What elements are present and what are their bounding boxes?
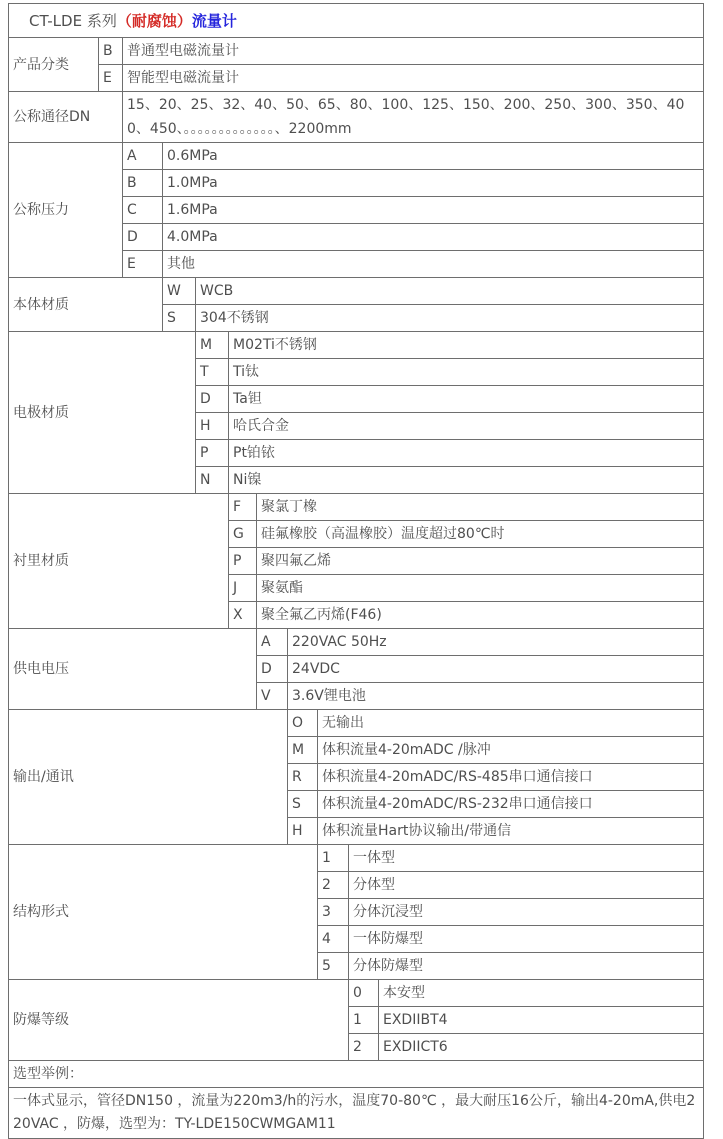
example-caption-row [9,1061,704,1088]
option-code: A [123,143,163,170]
example-text: 一体式显示，管径DN150 ，流量为220m3/h的污水，温度70-80℃ ，最大耐压16公斤，输出4-20mA,供电220VAC ，防爆，选型为：TY-LDE150CWMGAM11 [13,1093,696,1132]
option-row [318,872,704,899]
option-desc: 聚四氟乙烯 [257,548,704,575]
section-options [123,143,704,278]
option-code: H [288,818,318,845]
option-row [163,305,704,332]
option-desc: 一体防爆型 [349,926,704,953]
option-desc: 分体防爆型 [349,953,704,980]
option-code: B [99,38,123,65]
section-row [9,278,704,332]
option-desc: Ta钽 [229,386,704,413]
option-row [288,818,704,845]
title-highlight-red: （耐腐蚀） [116,11,192,30]
option-row [99,38,704,65]
option-code: 2 [318,872,349,899]
option-row [123,224,704,251]
option-row [123,143,704,170]
option-row [229,548,704,575]
option-desc: 聚全氟乙丙烯(F46) [257,602,704,629]
section-row [9,143,704,278]
option-row [257,629,704,656]
option-code: P [196,440,229,467]
section-options [288,710,704,845]
option-code: W [163,278,196,305]
option-row [349,980,704,1007]
option-row [229,602,704,629]
section-label: 公称压力 [9,143,123,278]
option-desc: Pt铂铱 [229,440,704,467]
option-row [288,764,704,791]
option-row [257,656,704,683]
section-row [9,38,704,92]
option-code: D [123,224,163,251]
section-row [9,710,704,845]
section-options [318,845,704,980]
option-code: V [257,683,288,710]
option-row [318,899,704,926]
option-code: A [257,629,288,656]
section-options [99,38,704,92]
option-desc: 分体沉浸型 [349,899,704,926]
option-code: T [196,359,229,386]
option-desc: 分体型 [349,872,704,899]
section-row [9,332,704,494]
option-code: B [123,170,163,197]
option-code: S [163,305,196,332]
option-desc: WCB [196,278,704,305]
option-code: M [288,737,318,764]
section-label: 防爆等级 [9,980,349,1061]
option-code: J [229,575,257,602]
option-desc: 体积流量4-20mADC/RS-485串口通信接口 [318,764,704,791]
section-options [163,278,704,332]
option-desc: 220VAC 50Hz [288,629,704,656]
option-desc: 哈氏合金 [229,413,704,440]
option-row [318,926,704,953]
section-label: 供电电压 [9,629,257,710]
section-row [9,980,704,1061]
example-text-row [9,1088,704,1139]
option-desc: 一体型 [349,845,704,872]
section-options [257,629,704,710]
option-row [196,386,704,413]
option-desc: 其他 [163,251,704,278]
option-row [349,1007,704,1034]
option-desc: Ti钛 [229,359,704,386]
option-row [318,953,704,980]
option-row [196,359,704,386]
section-options [229,494,704,629]
option-desc: 本安型 [379,980,704,1007]
option-desc: 硅氟橡胶（高温橡胶）温度超过80℃时 [257,521,704,548]
section-label: 本体材质 [9,278,163,332]
option-code: 1 [349,1007,379,1034]
option-code: 4 [318,926,349,953]
option-row [123,197,704,224]
option-code: N [196,467,229,494]
section-label: 公称通径DN [9,92,123,143]
option-row [196,413,704,440]
option-code: F [229,494,257,521]
section-label: 衬里材质 [9,494,229,629]
option-code: R [288,764,318,791]
option-row [318,845,704,872]
section-label: 产品分类 [9,38,99,92]
option-desc: 无输出 [318,710,704,737]
option-row [288,791,704,818]
option-row [196,440,704,467]
option-code: X [229,602,257,629]
option-desc: 普通型电磁流量计 [123,38,704,65]
option-desc: 15、20、25、32、40、50、65、80、100、125、150、200、250、300、350、400、450、。。。。。。。。。。。。。、2200mm [123,92,704,143]
option-desc: 体积流量Hart协议输出/带通信 [318,818,704,845]
option-row [229,575,704,602]
option-row [99,65,704,92]
option-row [163,278,704,305]
option-desc: M02Ti不锈钢 [229,332,704,359]
option-row [257,683,704,710]
section-options [349,980,704,1061]
table-title-row [9,4,704,38]
option-desc: 聚氨酯 [257,575,704,602]
section-options [196,332,704,494]
option-row [123,170,704,197]
option-code: G [229,521,257,548]
option-row [288,737,704,764]
option-desc: 24VDC [288,656,704,683]
option-row [196,467,704,494]
option-desc: 4.0MPa [163,224,704,251]
option-desc: 体积流量4-20mADC /脉冲 [318,737,704,764]
section-row [9,494,704,629]
option-code: P [229,548,257,575]
option-code: 1 [318,845,349,872]
option-row [288,710,704,737]
option-code: 3 [318,899,349,926]
option-code: M [196,332,229,359]
model-selection-table [8,3,704,1139]
example-caption: 选型举例： [13,1066,83,1082]
option-desc: 1.6MPa [163,197,704,224]
section-row [9,845,704,980]
title-highlight-blue: 流量计 [191,11,237,30]
option-code: 5 [318,953,349,980]
option-desc: 3.6V锂电池 [288,683,704,710]
section-options [123,92,704,143]
option-desc: 智能型电磁流量计 [123,65,704,92]
option-desc: 1.0MPa [163,170,704,197]
option-code: O [288,710,318,737]
option-code: D [257,656,288,683]
option-code: D [196,386,229,413]
section-label: 输出/通讯 [9,710,288,845]
option-row [229,494,704,521]
option-desc: EXDIIBT4 [379,1007,704,1034]
option-code: H [196,413,229,440]
option-desc: Ni镍 [229,467,704,494]
option-row [229,521,704,548]
section-row [9,629,704,710]
option-desc: 体积流量4-20mADC/RS-232串口通信接口 [318,791,704,818]
option-row [123,92,704,143]
section-row [9,92,704,143]
option-row [196,332,704,359]
option-code: E [123,251,163,278]
option-desc: EXDIICT6 [379,1034,704,1061]
option-code: S [288,791,318,818]
option-code: E [99,65,123,92]
option-code: 2 [349,1034,379,1061]
option-desc: 304不锈钢 [196,305,704,332]
option-code: 0 [349,980,379,1007]
series-title: CT-LDE 系列 [29,11,117,30]
option-desc: 0.6MPa [163,143,704,170]
option-row [123,251,704,278]
option-code: C [123,197,163,224]
section-label: 结构形式 [9,845,318,980]
option-row [349,1034,704,1061]
sections-container [9,38,704,1061]
section-label: 电极材质 [9,332,196,494]
option-desc: 聚氯丁橡 [257,494,704,521]
